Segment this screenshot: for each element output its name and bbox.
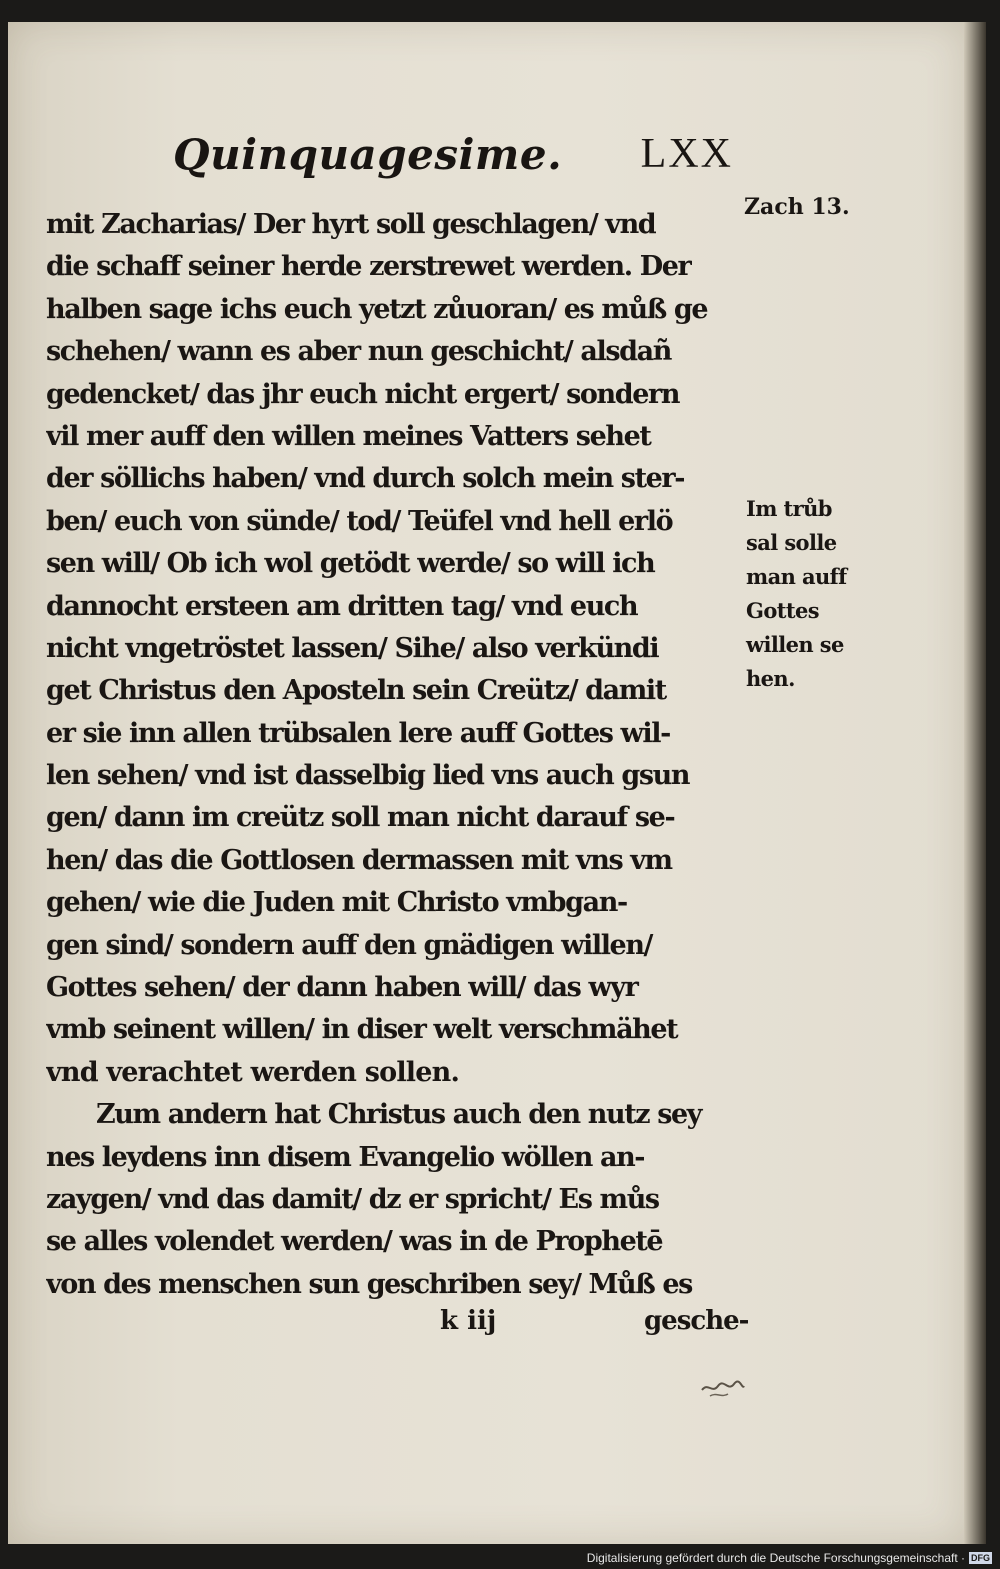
text-line: se alles volendet werden/ was in de Prophetē bbox=[46, 1226, 663, 1258]
text-line: gehen/ wie die Juden mit Christo vmbgan- bbox=[46, 887, 627, 919]
ink-scribble-icon bbox=[698, 1374, 748, 1402]
text-line: mit Zacharias/ Der hyrt soll geschlagen/ vnd bbox=[46, 209, 656, 240]
text-line: nicht vngetröstet lassen/ Sihe/ also verkündi bbox=[46, 632, 659, 664]
margin-note-line: sal solle bbox=[746, 530, 837, 555]
text-line: gedencket/ das jhr euch nicht ergert/ sondern bbox=[46, 378, 680, 410]
text-line: ben/ euch von sünde/ tod/ Teüfel vnd hell erlö bbox=[46, 505, 673, 537]
catchword: gesche- bbox=[644, 1306, 749, 1336]
margin-note-line: Gottes bbox=[746, 598, 819, 623]
text-line: get Christus den Aposteln sein Creütz/ damit bbox=[46, 675, 666, 707]
text-line: die schaff seiner herde zerstrewet werden. Der bbox=[46, 251, 691, 283]
margin-note-line: Im trůb bbox=[746, 496, 832, 521]
text-line: len sehen/ vnd ist dasselbig lied vns auch gsun bbox=[46, 760, 690, 792]
text-line: vmb seinent willen/ in diser welt verschmähet bbox=[46, 1014, 678, 1046]
paragraph-first-line: Zum andern hat Christus auch den nutz sey bbox=[96, 1099, 702, 1131]
margin-note bbox=[746, 492, 876, 696]
running-head bbox=[173, 130, 733, 190]
text-line: von des menschen sun geschriben sey/ Můß es bbox=[46, 1268, 692, 1300]
text-line: gen/ dann im creütz soll man nicht darauf se- bbox=[46, 802, 675, 834]
text-line: er sie inn allen trübsalen lere auff Gottes wil- bbox=[46, 717, 670, 749]
text-line: nes leydens inn disem Evangelio wöllen an- bbox=[46, 1141, 645, 1173]
text-line: gen sind/ sondern auff den gnädigen willen/ bbox=[46, 929, 653, 961]
text-line: dannocht ersteen am dritten tag/ vnd euch bbox=[46, 590, 638, 622]
text-line: der söllichs haben/ vnd durch solch mein ster- bbox=[46, 463, 685, 495]
text-line: hen/ das die Gottlosen dermassen mit vns vm bbox=[46, 844, 672, 876]
signature-mark: k iij bbox=[440, 1306, 497, 1336]
text-line: halben sage ichs euch yetzt zůuoran/ es můß ge bbox=[46, 293, 708, 325]
text-line: zaygen/ vnd das damit/ dz er spricht/ Es můs bbox=[46, 1183, 659, 1215]
body-text bbox=[46, 204, 766, 1306]
text-line: Gottes sehen/ der dann haben will/ das wyr bbox=[46, 972, 638, 1004]
book-page bbox=[8, 22, 966, 1544]
running-head-title: Quinquagesime. bbox=[173, 130, 563, 179]
folio-number: LXX bbox=[640, 131, 733, 177]
digitization-credit bbox=[587, 1551, 992, 1565]
text-line: schehen/ wann es aber nun geschicht/ alsdañ bbox=[46, 336, 671, 368]
margin-note-line: hen. bbox=[746, 666, 795, 691]
margin-note-line: willen se bbox=[746, 632, 844, 657]
text-line: vnd verachtet werden sollen. bbox=[46, 1056, 460, 1088]
margin-reference: Zach 13. bbox=[744, 194, 850, 220]
dfg-logo: DFG bbox=[971, 1553, 990, 1563]
text-line: sen will/ Ob ich wol getödt werde/ so will ich bbox=[46, 548, 655, 580]
credit-text: Digitalisierung gefördert durch die Deutsche Forschungsgemeinschaft · bbox=[586, 1551, 965, 1565]
margin-note-line: man auff bbox=[746, 564, 847, 589]
text-line: vil mer auff den willen meines Vatters sehet bbox=[46, 420, 651, 452]
